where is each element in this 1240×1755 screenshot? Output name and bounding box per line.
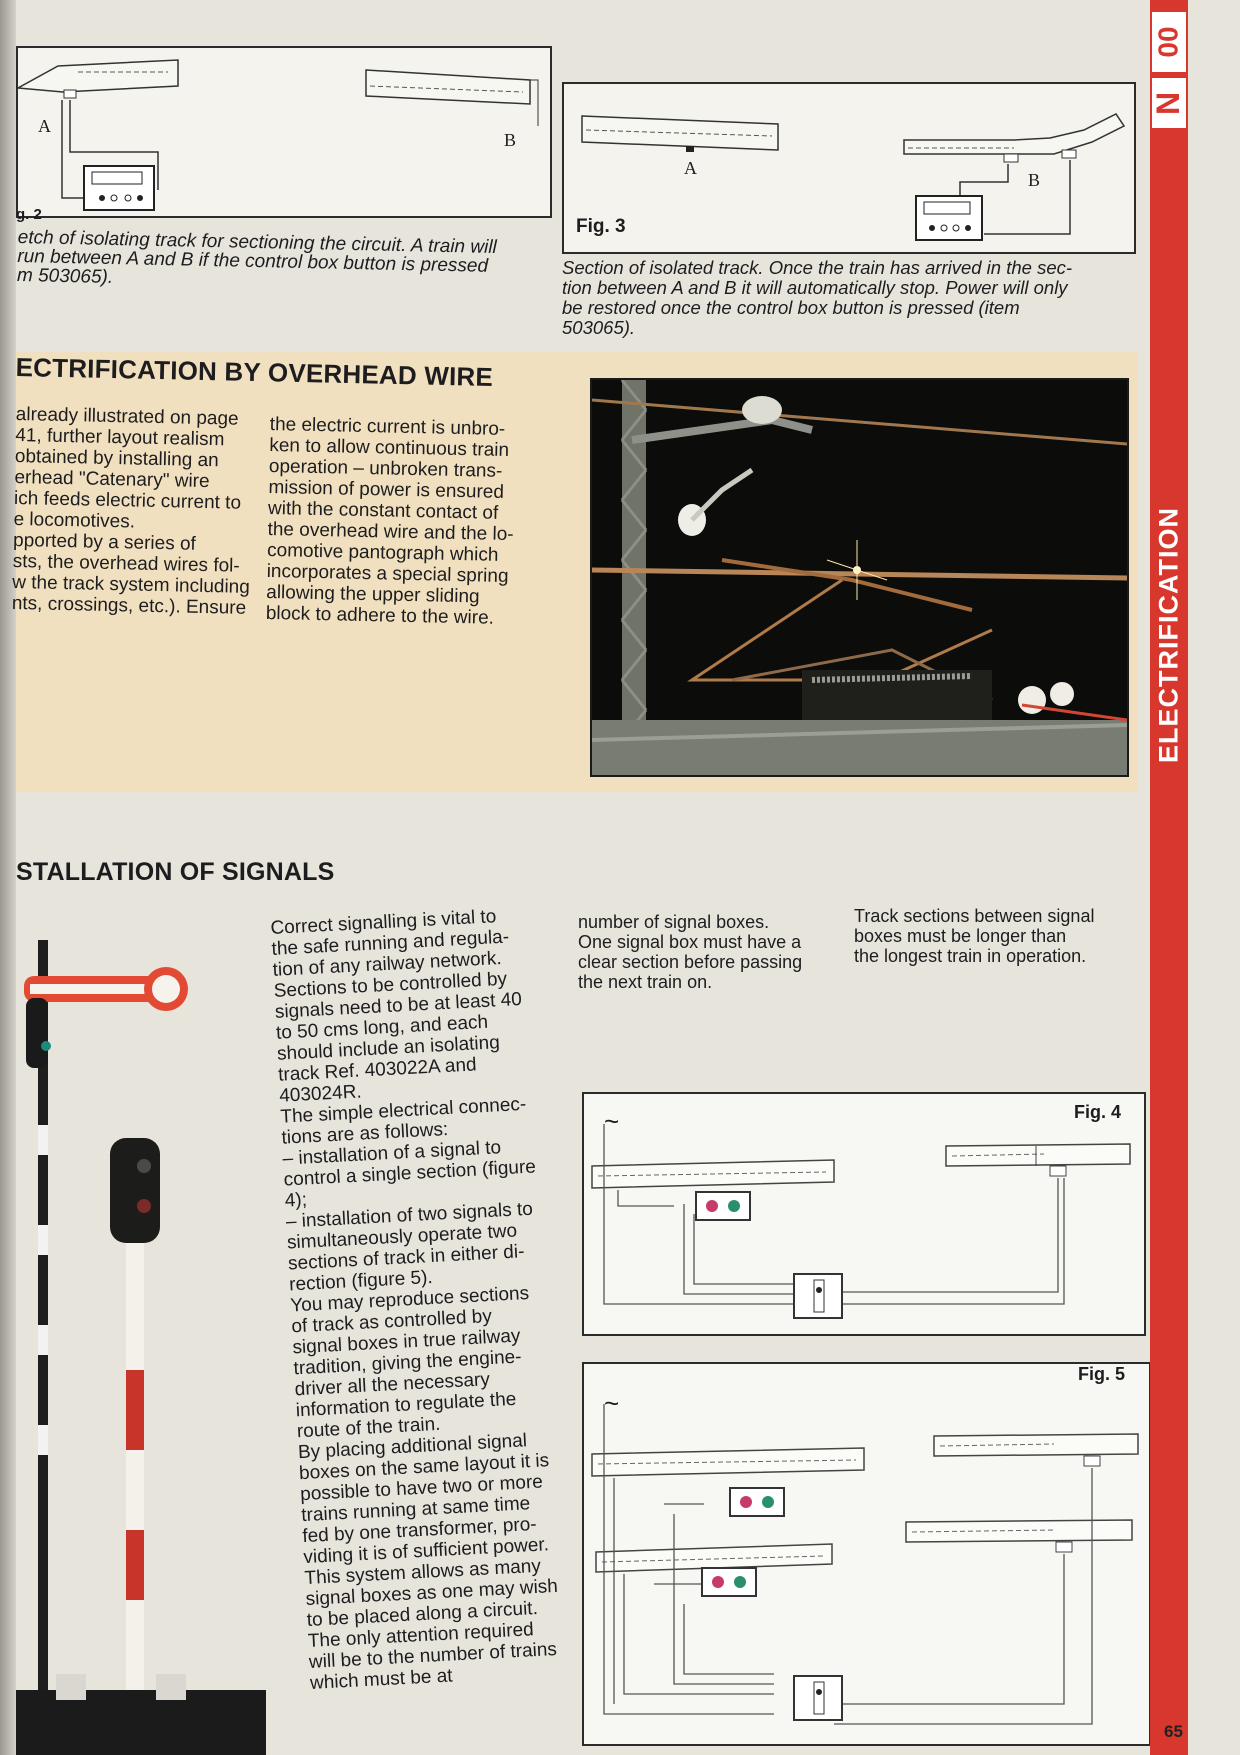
overhead-column-2: the electric current is unbro- ken to allow continuous train operation – unbroken trans- mission of power is ensured with the constant contact of the overhead wire and the lo- comotive pantograph which incorporates a special spring allowing the upper sliding block to adhere to the wire. [265, 414, 514, 629]
fig3-point-a: A [684, 158, 697, 178]
overhead-heading: ECTRIFICATION BY OVERHEAD WIRE [15, 352, 494, 392]
pantograph-photo [590, 378, 1129, 777]
fig2-point-a: A [38, 116, 51, 136]
fig2-track-drawing [18, 48, 550, 216]
fig2-label: g. 2 [16, 206, 42, 223]
pantograph-illustration [592, 380, 1127, 775]
fig3-label: Fig. 3 [576, 216, 626, 237]
section-sidebar [1150, 0, 1188, 1755]
fig5-diagram [582, 1362, 1151, 1746]
semaphore-signal-photo [16, 930, 266, 1755]
gauge-00-label: 00 [1153, 26, 1184, 58]
signals-column-2: number of signal boxes. One signal box must have a clear section before passing the next train on. [578, 912, 803, 992]
fig4-wiring-drawing [584, 1094, 1144, 1334]
signals-column-1: Correct signalling is vital to the safe running and regula- tion of any railway network. Sections to be controlled by signals need to be at least 40 to 50 cms long, and each should include an isolating track Ref. 403022A and 403024R. The simple electrical connec- tions are as follows: – installation of a signal to control a single section (figure 4); – installation of two signals to simultaneously operate two sections of track in either di- rection (figure 5). You may reproduce sections of track as controlled by signal boxes in true railway tradition, giving the engine- driver all the necessary information to regulate the route of the train. By placing additional signal boxes on the same layout it is possible to have two or more trains running at same time fed by one transformer, pro- viding it is of sufficient power. This system allows as many signal boxes as one may wish to be placed along a circuit. The only attention required will be to the number of trains which must be at [270, 906, 559, 1694]
fig3-point-b: B [1028, 170, 1041, 190]
fig4-diagram [582, 1092, 1146, 1336]
fig5-ac-symbol: ~ [604, 1388, 620, 1418]
fig5-label: Fig. 5 [1078, 1364, 1126, 1384]
fig2-point-b: B [504, 130, 517, 150]
page-number: 65 [1164, 1722, 1183, 1741]
fig2-caption: etch of isolating track for sectioning the circuit. A train will run between A and B if the control box button is pressed m 503065). [16, 227, 497, 289]
semaphore-signal-illustration [16, 930, 266, 1755]
fig5-wiring-drawing [584, 1364, 1149, 1744]
gauge-n-badge [1152, 78, 1186, 128]
fig3-track-drawing [564, 84, 1134, 252]
page-gutter [0, 0, 16, 1755]
signals-heading: STALLATION OF SIGNALS [16, 858, 335, 886]
fig3-diagram [562, 82, 1136, 254]
fig2-diagram [16, 46, 552, 218]
gauge-00-badge [1152, 12, 1186, 72]
sidebar-section-title [1152, 430, 1186, 840]
fig4-ac-symbol: ~ [604, 1106, 620, 1136]
fig3-caption: Section of isolated track. Once the train has arrived in the sec- tion between A and B it will automatically stop. Power will only be restored once the control box button is pressed (item 503065). [562, 257, 1073, 338]
fig4-label: Fig. 4 [1074, 1102, 1122, 1122]
gauge-n-label: N [1150, 91, 1187, 115]
sidebar-section-label: ELECTRIFICATION [1153, 507, 1184, 763]
overhead-column-1: already illustrated on page 41, further layout realism obtained by installing an erhead "Catenary" wire ich feeds electric current to e locomotives. pported by a series of sts, the overhead wires fol- w the track system including nts, crossings, etc.). Ensure [11, 404, 251, 619]
signals-column-3: Track sections between signal boxes must be longer than the longest train in operation. [854, 906, 1095, 966]
